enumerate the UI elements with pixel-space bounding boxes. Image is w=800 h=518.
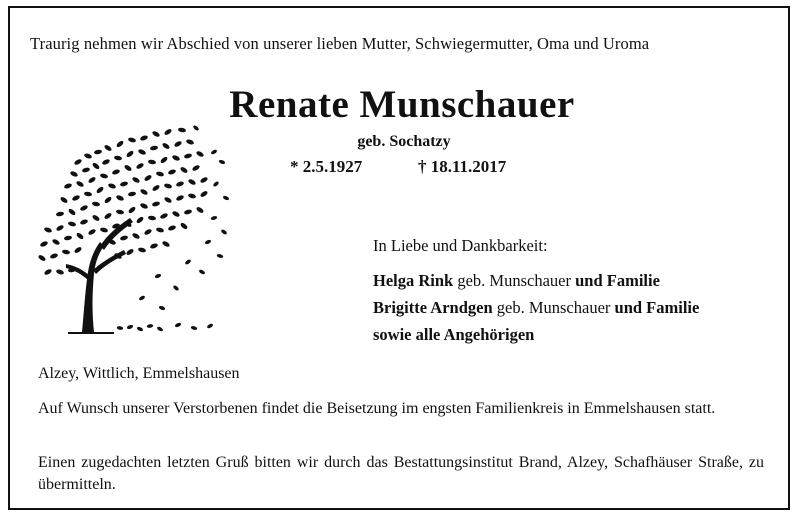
mourner-name: sowie alle Angehörigen — [373, 325, 535, 344]
greeting-note: Einen zugedachten letzten Gruß bitten wir durch das Bestattungsinstitut Brand, Alzey, Schafhäuser Straße, zu übermitteln. — [38, 454, 764, 493]
mourner-line — [373, 267, 699, 294]
mourner-name: Helga Rink — [373, 271, 454, 290]
maiden-name: geb. Sochatzy — [357, 133, 451, 150]
mourner-note: geb. Munschauer — [496, 298, 611, 317]
burial-note: Auf Wunsch unserer Verstorbenen findet die Beisetzung im engsten Familienkreis in Emmelshausen statt. — [38, 400, 716, 417]
mourners-heading: In Liebe und Dankbarkeit: — [373, 236, 548, 255]
mourner-suffix: und Familie — [614, 298, 700, 317]
mourner-line — [373, 294, 699, 321]
mourners-block — [373, 232, 699, 348]
death-date: † 18.11.2017 — [418, 157, 507, 176]
deceased-name: Renate Munschauer — [229, 83, 575, 126]
birth-date: * 2.5.1927 — [290, 157, 363, 176]
mourner-note: geb. Munschauer — [457, 271, 571, 290]
intro-text: Traurig nehmen wir Abschied von unserer lieben Mutter, Schwiegermutter, Oma und Uroma — [30, 34, 650, 53]
mourner-name: Brigitte Arndgen — [373, 298, 493, 317]
places-line: Alzey, Wittlich, Emmelshausen — [38, 365, 240, 382]
tree-illustration — [38, 122, 238, 344]
mourner-suffix: und Familie — [575, 271, 660, 290]
mourner-line — [373, 321, 699, 348]
